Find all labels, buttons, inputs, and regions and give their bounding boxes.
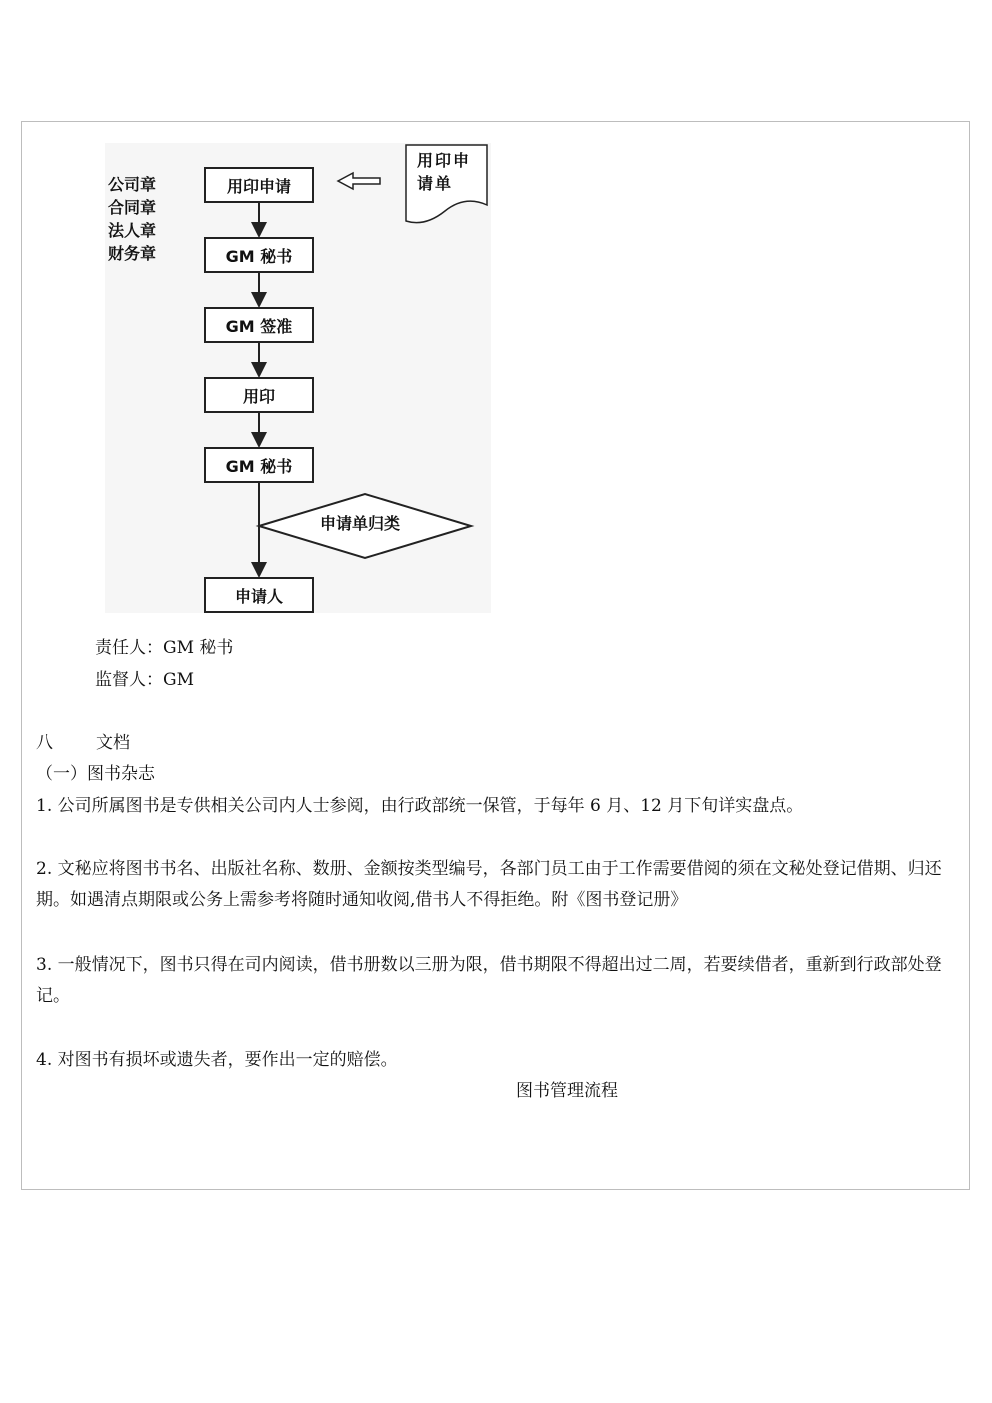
paragraph-4: 4. 对图书有损坏或遗失者，要作出一定的赔偿。 [36, 1050, 398, 1070]
step-apply: 用印申请 [204, 167, 314, 203]
decision-label: 申请单归类 [319, 514, 400, 533]
seal-finance: 财务章 [108, 244, 157, 263]
step-applicant: 申请人 [204, 577, 314, 613]
hollow-left-arrow [338, 173, 380, 189]
section-title: 文档 [96, 733, 130, 753]
paragraph-3: 3. 一般情况下，图书只得在司内阅读，借书册数以三册为限，借书期限不得超出过二周，若要续借者，重新到行政部处登记。 [36, 955, 942, 1006]
step-gm-approve: GM 签准 [204, 307, 314, 343]
paragraph-1: 1. 公司所属图书是专供相关公司内人士参阅，由行政部统一保管，于每年 6 月、12 月下旬详实盘点。 [36, 796, 804, 816]
document-label: 用印申请单 [417, 151, 472, 193]
seal-usage-flowchart [105, 143, 491, 613]
subsection-title: （一）图书杂志 [36, 764, 155, 784]
step-gm-secretary-2: GM 秘书 [204, 447, 314, 483]
seal-types [108, 173, 168, 265]
flow-caption: 图书管理流程 [516, 1081, 618, 1101]
supervisor: 监督人：GM [95, 670, 194, 690]
section-number: 八 [36, 733, 53, 753]
responsible-person: 责任人：GM 秘书 [95, 638, 234, 658]
seal-contract: 合同章 [108, 198, 157, 217]
seal-legal-person: 法人章 [108, 221, 157, 240]
paragraph-2: 2. 文秘应将图书书名、出版社名称、数册、金额按类型编号，各部门员工由于工作需要借阅的须在文秘处登记借期、归还期。如遇清点期限或公务上需参考将随时通知收阅,借书人不得拒绝。附《图书登记册》 [36, 859, 942, 910]
step-stamp: 用印 [204, 377, 314, 413]
seal-company: 公司章 [108, 175, 157, 194]
step-gm-secretary: GM 秘书 [204, 237, 314, 273]
